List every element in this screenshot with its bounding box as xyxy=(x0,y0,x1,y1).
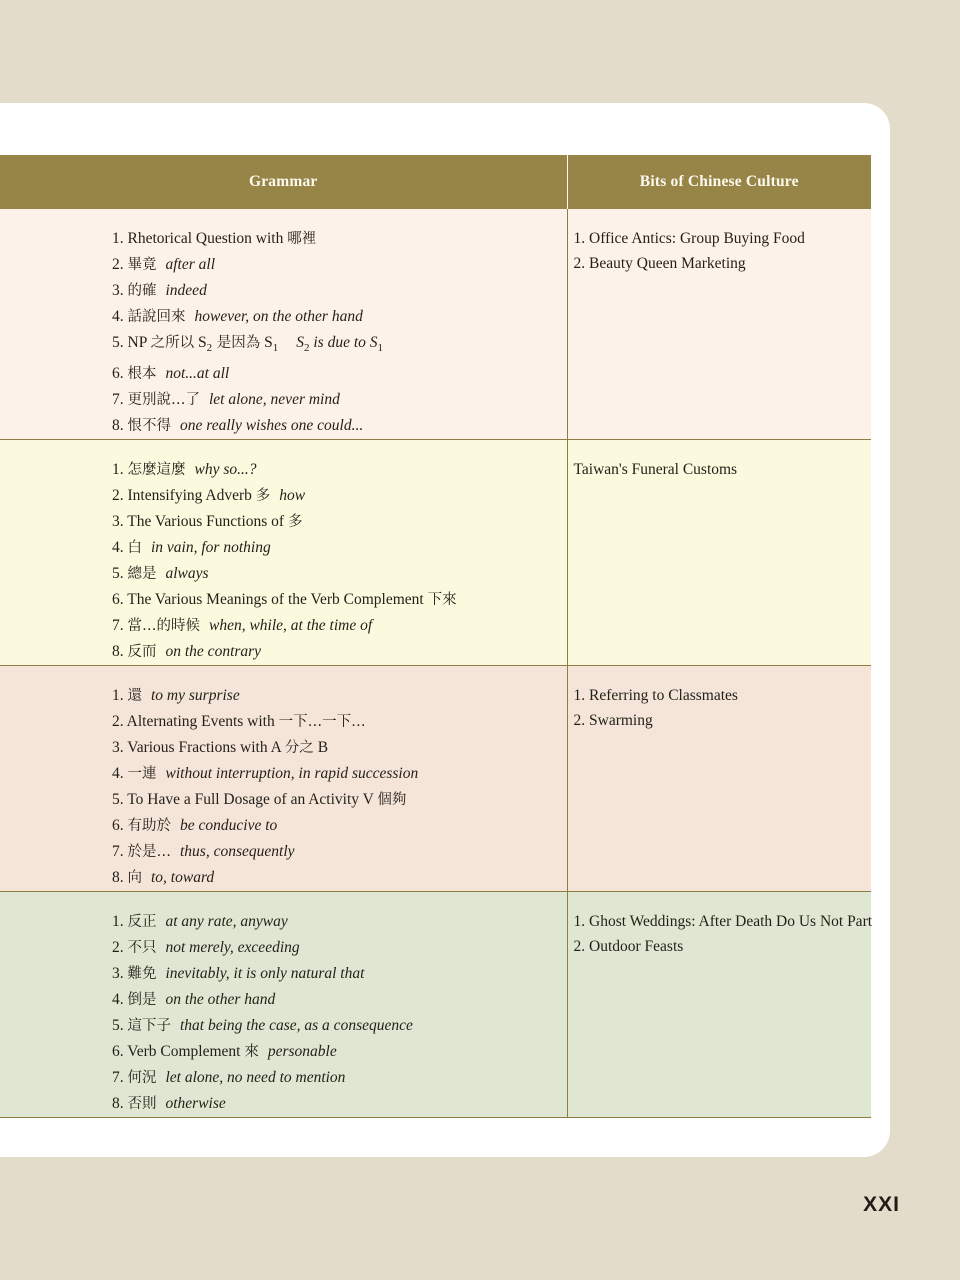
item-number: 6. xyxy=(112,1043,128,1061)
list-item xyxy=(0,1065,567,1091)
list-item xyxy=(568,226,872,251)
subscript: 1 xyxy=(272,342,279,355)
gloss-text: be conducive to xyxy=(180,817,278,835)
item-number: 2. xyxy=(573,712,589,730)
list-item xyxy=(0,935,567,961)
chinese-text: 怎麼這麼 xyxy=(127,462,186,479)
item-number: 1. xyxy=(112,230,128,247)
culture-cell xyxy=(567,666,871,892)
gloss-text: however, on the other hand xyxy=(194,308,363,325)
list-item xyxy=(0,304,567,330)
item-number: 3. xyxy=(112,282,128,299)
subscript: 2 xyxy=(206,342,213,355)
chinese-text: 來 xyxy=(244,1044,259,1061)
chinese-text: 還 xyxy=(127,688,142,705)
chinese-text: 不只 xyxy=(127,940,157,957)
chinese-text: 有助於 xyxy=(127,818,171,835)
gloss-text: personable xyxy=(267,1043,337,1061)
page-number: XXI xyxy=(863,1193,900,1216)
chinese-text: 下來 xyxy=(427,592,457,609)
table-header xyxy=(0,155,871,209)
item-number: 3. xyxy=(112,739,128,757)
item-number: 6. xyxy=(112,591,128,609)
list-item xyxy=(568,934,872,959)
english-text: Office Antics: Group Buying Food xyxy=(589,230,805,247)
grammar-cell xyxy=(0,892,567,1118)
gloss-text: otherwise xyxy=(165,1095,226,1113)
item-number: 7. xyxy=(112,1069,128,1087)
list-item xyxy=(0,639,567,665)
item-number: 7. xyxy=(112,843,128,861)
item-number: 2. xyxy=(573,255,589,272)
list-item xyxy=(0,865,567,891)
item-number: 8. xyxy=(112,869,128,887)
english-text: To Have a Full Dosage of an Activity V xyxy=(127,791,378,809)
list-item xyxy=(0,787,567,813)
list-item xyxy=(0,761,567,787)
item-number: 5. xyxy=(112,791,128,809)
list-item xyxy=(0,509,567,535)
item-number: 4. xyxy=(112,308,128,325)
english-text: S xyxy=(260,334,273,351)
list-item xyxy=(0,961,567,987)
item-number: 5. xyxy=(112,334,128,351)
gloss-text: on the other hand xyxy=(165,991,276,1009)
item-number: 8. xyxy=(112,417,128,435)
list-item xyxy=(0,252,567,278)
list-item xyxy=(0,361,567,387)
chinese-text: 的確 xyxy=(127,283,157,299)
list-item xyxy=(0,683,567,709)
list-item xyxy=(0,987,567,1013)
subscript: 2 xyxy=(303,342,310,355)
table-row xyxy=(0,440,871,666)
grammar-cell xyxy=(0,209,567,440)
culture-cell xyxy=(567,440,871,666)
list-item xyxy=(0,278,567,304)
list-item xyxy=(0,735,567,761)
list-item xyxy=(0,1013,567,1039)
gloss-text: on the contrary xyxy=(165,643,262,661)
culture-cell xyxy=(567,892,871,1118)
list-item xyxy=(568,909,872,934)
item-number: 7. xyxy=(112,617,128,635)
item-number: 2. xyxy=(112,256,128,273)
item-number: 1. xyxy=(573,230,589,247)
english-text: The Various Meanings of the Verb Complement xyxy=(127,591,428,609)
grammar-list xyxy=(0,209,567,439)
gloss-text: not merely, exceeding xyxy=(165,939,300,957)
english-text: S xyxy=(194,334,207,351)
gloss-text: inevitably, it is only natural that xyxy=(165,965,365,983)
gloss-text: after all xyxy=(165,256,216,273)
chinese-text: 多 xyxy=(287,514,303,531)
subscript: 1 xyxy=(377,342,384,355)
list-item xyxy=(0,457,567,483)
chinese-text: 難免 xyxy=(127,966,157,983)
list-item xyxy=(0,613,567,639)
item-number: 6. xyxy=(112,365,128,383)
list-item xyxy=(0,813,567,839)
table-body xyxy=(0,209,871,1118)
gloss-text: to, toward xyxy=(151,869,215,887)
item-number: 4. xyxy=(112,539,128,557)
list-item xyxy=(0,1039,567,1065)
item-number: 1. xyxy=(112,461,128,479)
chinese-text: 分之 xyxy=(284,740,314,757)
chinese-text: 更別說…了 xyxy=(127,392,200,409)
grammar-list xyxy=(0,440,567,665)
item-number: 4. xyxy=(112,991,128,1009)
list-item xyxy=(568,708,872,733)
grammar-cell xyxy=(0,666,567,892)
chinese-text: 畢竟 xyxy=(127,257,157,273)
chinese-text: 是因為 xyxy=(212,335,261,351)
grammar-list xyxy=(0,666,567,891)
chinese-text: 哪裡 xyxy=(287,231,317,247)
item-number: 1. xyxy=(112,687,128,705)
list-item xyxy=(0,1091,567,1117)
list-item xyxy=(0,387,567,413)
syllabus-table xyxy=(0,155,871,1118)
grammar-cell xyxy=(0,440,567,666)
gloss-text: not...at all xyxy=(165,365,230,383)
english-text: NP xyxy=(127,334,151,351)
gloss-text: at any rate, anyway xyxy=(165,913,288,931)
gloss-text: to my surprise xyxy=(151,687,240,705)
gloss-text: how xyxy=(279,487,306,505)
chinese-text: 之所以 xyxy=(150,335,195,351)
column-header-grammar: Grammar xyxy=(0,155,567,209)
list-item xyxy=(0,909,567,935)
chinese-text: 白 xyxy=(127,540,142,557)
item-number: 2. xyxy=(112,487,128,505)
gloss-text: S xyxy=(296,334,304,351)
chinese-text: 向 xyxy=(127,870,142,887)
chinese-text: 反而 xyxy=(127,644,157,661)
gloss-text: always xyxy=(165,565,209,583)
item-number: 2. xyxy=(112,713,127,731)
list-item xyxy=(0,413,567,439)
culture-text: Taiwan's Funeral Customs xyxy=(573,461,738,479)
list-item xyxy=(0,226,567,252)
item-number: 5. xyxy=(112,1017,128,1035)
chinese-text: 當…的時候 xyxy=(127,618,200,635)
item-number: 1. xyxy=(112,913,128,931)
gloss-text: thus, consequently xyxy=(180,843,295,861)
english-text: Outdoor Feasts xyxy=(589,938,684,956)
item-number: 3. xyxy=(112,513,128,531)
chinese-text: 這下子 xyxy=(127,1018,171,1035)
gloss-text: why so...? xyxy=(194,461,257,479)
list-item xyxy=(568,683,872,708)
list-item xyxy=(0,587,567,613)
chinese-text: 反正 xyxy=(127,914,157,931)
grammar-list xyxy=(0,892,567,1117)
english-text: Verb Complement xyxy=(127,1043,245,1061)
gloss-text: that being the case, as a consequence xyxy=(180,1017,413,1035)
culture-cell xyxy=(567,209,871,440)
english-text: Intensifying Adverb xyxy=(127,487,256,505)
chinese-text: 一下…一下… xyxy=(278,714,366,731)
list-item xyxy=(0,561,567,587)
item-number: 1. xyxy=(573,687,589,705)
english-text: B xyxy=(313,739,329,757)
column-header-culture: Bits of Chinese Culture xyxy=(567,155,871,209)
list-item xyxy=(0,330,567,361)
item-number: 4. xyxy=(112,765,128,783)
english-text: Alternating Events with xyxy=(126,713,279,731)
item-number: 2. xyxy=(112,939,128,957)
english-text: Swarming xyxy=(589,712,653,730)
header-row xyxy=(0,155,871,209)
chinese-text: 否則 xyxy=(127,1096,157,1113)
gloss-text: is due to S xyxy=(309,334,378,351)
chinese-text: 一連 xyxy=(127,766,157,783)
list-item xyxy=(0,535,567,561)
gloss-text: without interruption, in rapid succession xyxy=(165,765,419,783)
item-number: 7. xyxy=(112,391,128,409)
gloss-text: let alone, never mind xyxy=(209,391,340,409)
list-item xyxy=(0,839,567,865)
item-number: 2. xyxy=(573,938,589,956)
english-text: Rhetorical Question with xyxy=(127,230,288,247)
chinese-text: 恨不得 xyxy=(127,418,171,435)
chinese-text: 話說回來 xyxy=(127,309,186,325)
list-item xyxy=(568,251,872,276)
chinese-text: 根本 xyxy=(127,366,157,383)
chinese-text: 總是 xyxy=(127,566,157,583)
item-number: 8. xyxy=(112,643,128,661)
table-row xyxy=(0,892,871,1118)
item-number: 8. xyxy=(112,1095,128,1113)
gloss-text: when, while, at the time of xyxy=(209,617,373,635)
gloss-text: let alone, no need to mention xyxy=(165,1069,346,1087)
list-item xyxy=(0,709,567,735)
gloss-text: indeed xyxy=(165,282,207,299)
english-text: The Various Functions of xyxy=(127,513,288,531)
table-row xyxy=(0,209,871,440)
item-number: 6. xyxy=(112,817,128,835)
list-item xyxy=(0,483,567,509)
table-row xyxy=(0,666,871,892)
item-number: 1. xyxy=(573,913,589,931)
culture-list xyxy=(568,666,872,733)
chinese-text: 於是… xyxy=(127,844,171,861)
english-text: Various Fractions with A xyxy=(127,739,285,757)
item-number: 5. xyxy=(112,565,128,583)
english-text: Beauty Queen Marketing xyxy=(589,255,746,272)
item-number: 3. xyxy=(112,965,128,983)
culture-list xyxy=(568,892,872,959)
chinese-text: 多 xyxy=(255,488,271,505)
chinese-text: 個夠 xyxy=(377,792,407,809)
chinese-text: 何況 xyxy=(127,1070,157,1087)
english-text: Ghost Weddings: After Death Do Us Not Part xyxy=(589,913,873,931)
culture-list xyxy=(568,209,872,276)
english-text: Referring to Classmates xyxy=(589,687,738,705)
gloss-text: one really wishes one could... xyxy=(180,417,364,435)
chinese-text: 倒是 xyxy=(127,992,157,1009)
gloss-text: in vain, for nothing xyxy=(151,539,271,557)
